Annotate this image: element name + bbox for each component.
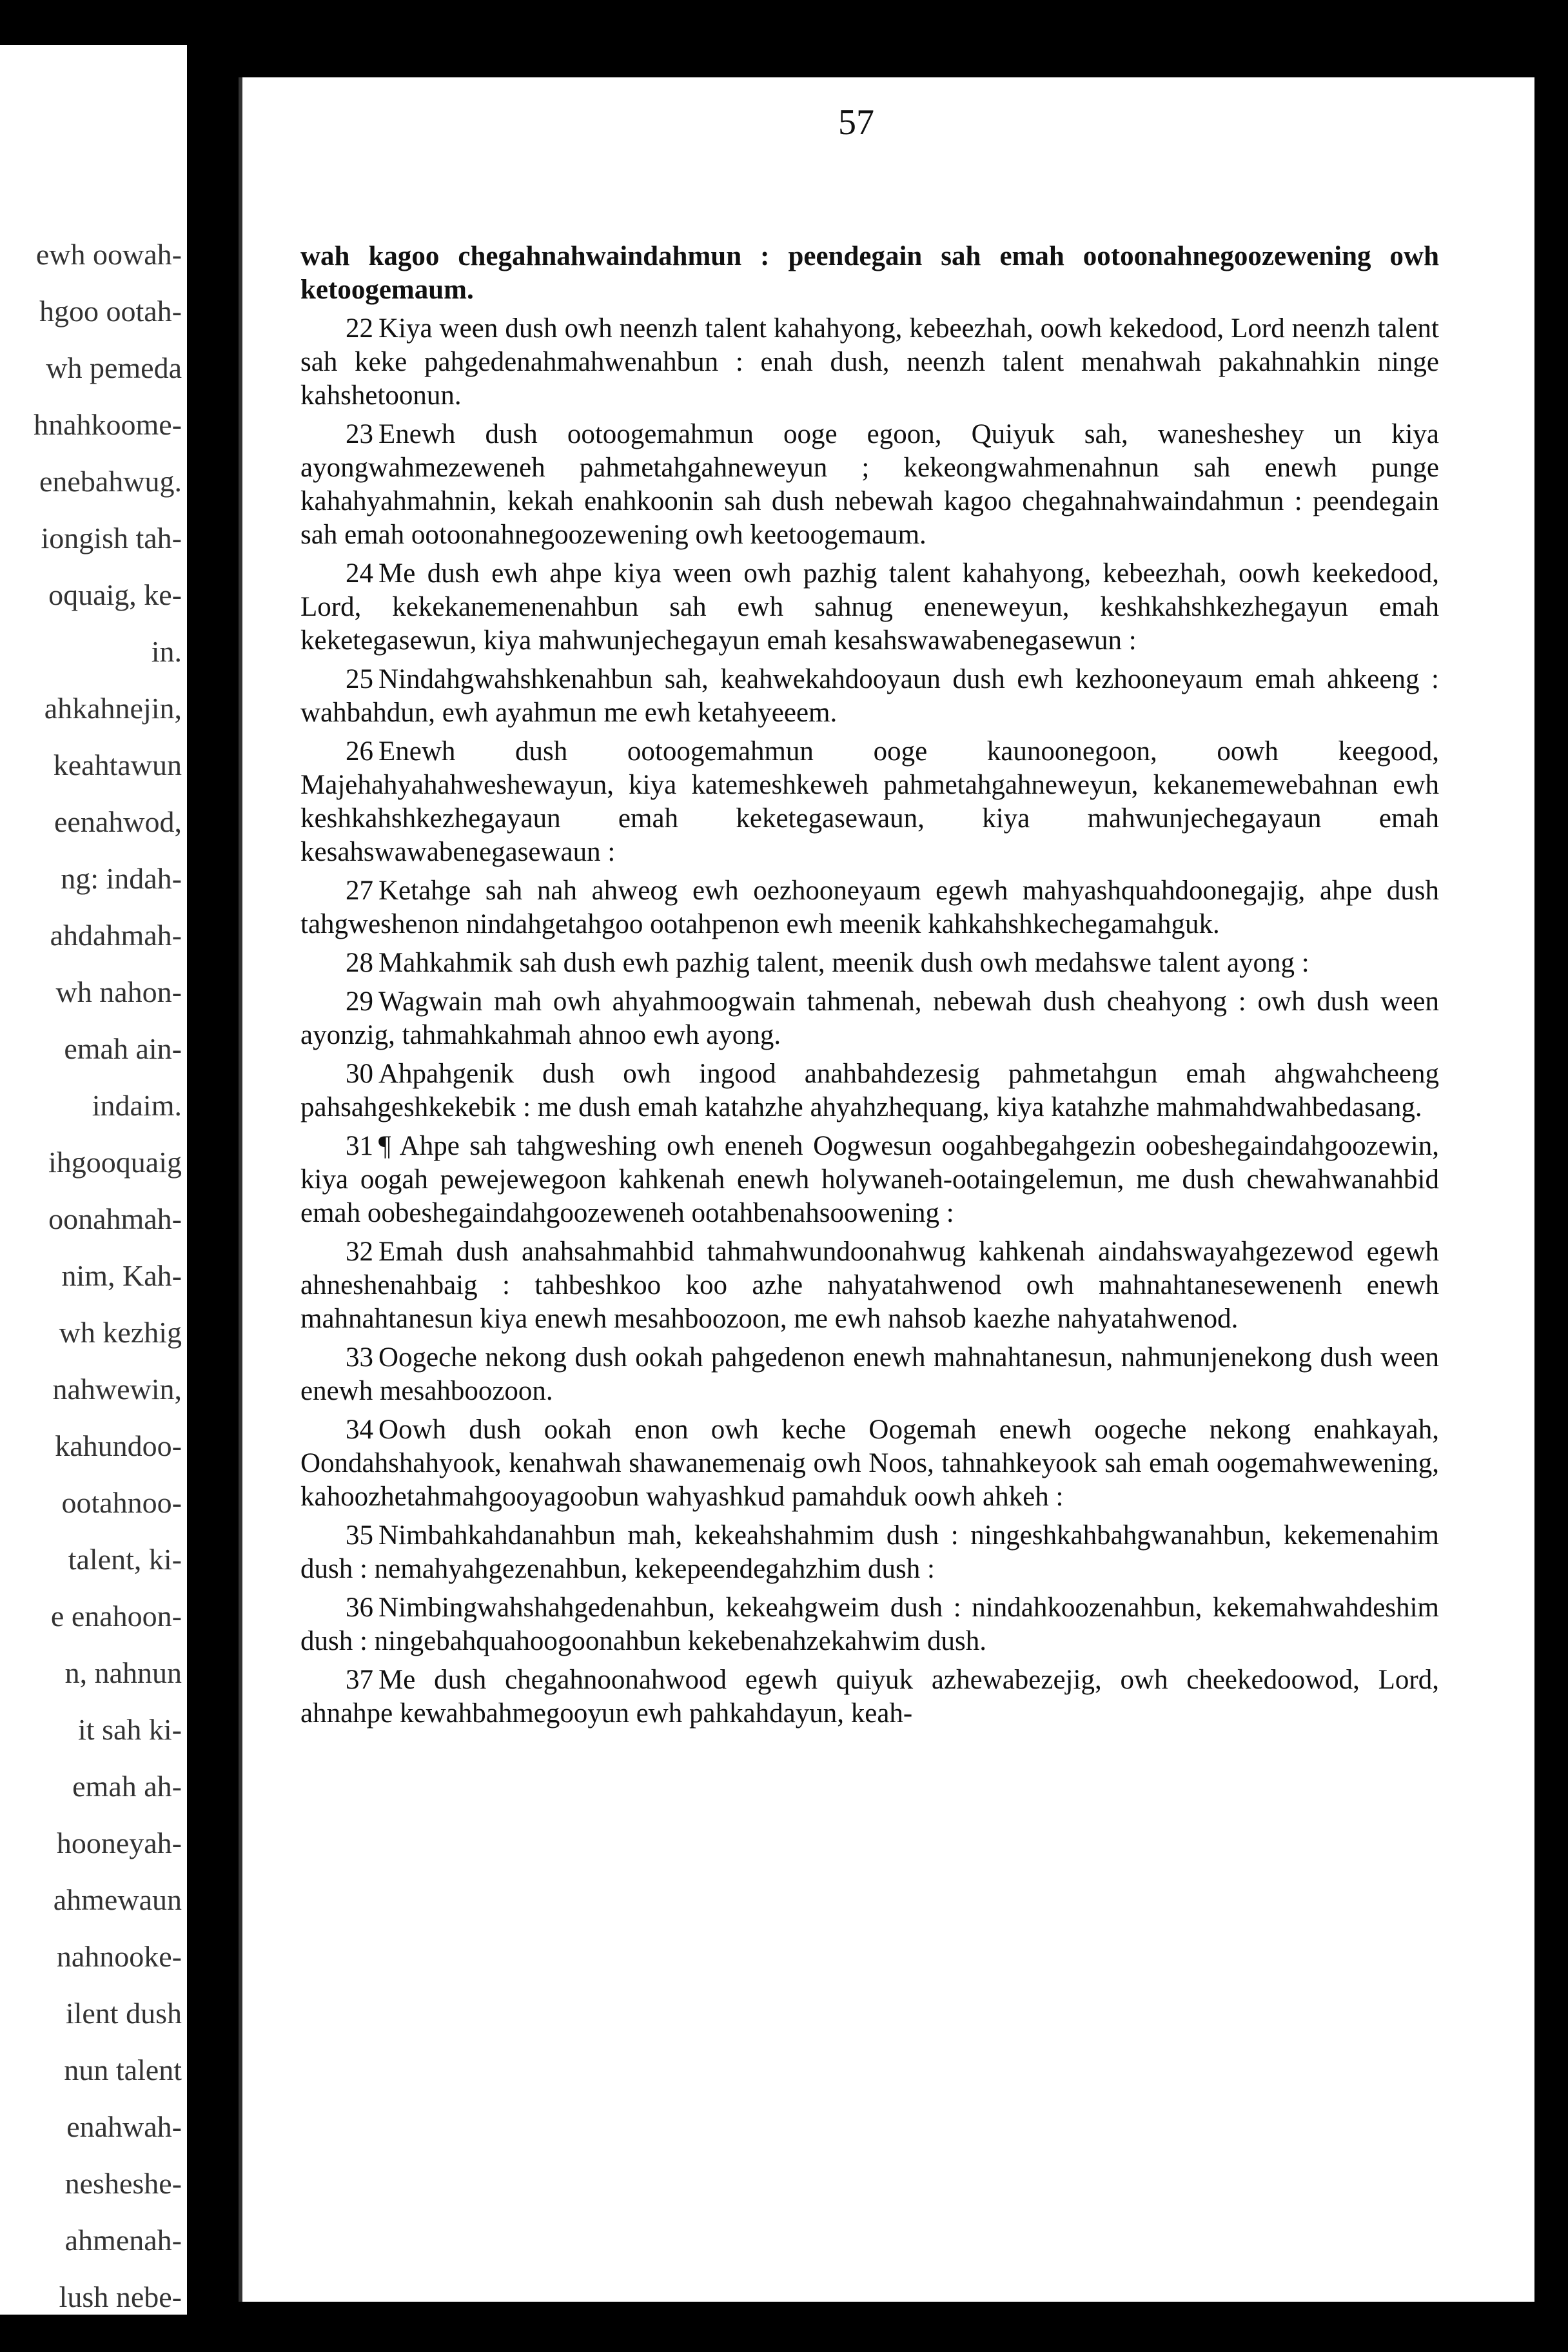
verse-number: 24 [346, 558, 373, 589]
facing-page-line: n, nahnun [64, 1656, 182, 1689]
verse-number: 27 [346, 876, 373, 906]
verse-text: wah kagoo chegahnahwaindahmun : peendegain sah emah ootoonahnegoozewening owh ketoogemaum. [300, 241, 1439, 305]
verse-number: 28 [346, 948, 373, 978]
facing-page-line: keahtawun [53, 749, 182, 781]
facing-page-line: kahundoo- [55, 1429, 182, 1462]
facing-page-line: ahdahmah- [50, 919, 182, 952]
facing-page-line: enebahwug. [39, 465, 182, 498]
verse-paragraph [300, 1130, 1439, 1230]
verse-paragraph [300, 1413, 1439, 1514]
facing-page-line: hgoo ootah- [39, 295, 182, 328]
facing-page-line: nahnooke- [56, 1940, 182, 1973]
verse-text: Wagwain mah owh ahyahmoogwain tahmenah, nebewah dush cheahyong : owh dush ween ayonzig, tahmahkahmah ahnoo ewh ayong. [300, 986, 1439, 1050]
facing-page-line: iongish tah- [41, 522, 182, 554]
facing-page-line: nim, Kah- [61, 1259, 182, 1292]
verse-number: 31 [346, 1131, 373, 1161]
facing-page-line: it sah ki- [78, 1713, 182, 1746]
book-gutter [187, 0, 239, 2352]
verse-paragraph [300, 1519, 1439, 1586]
verse-paragraph [300, 874, 1439, 941]
verse-text: Kiya ween dush owh neenzh talent kahahyong, kebeezhah, oowh kekedood, Lord neenzh talent sah keke pahgedenahmahwenahbun : enah dush, neenzh talent menahwah pakahnahkin ninge kahshetoonun. [300, 313, 1439, 411]
verse-text: ¶ Ahpe sah tahgweshing owh eneneh Oogwesun oogahbegahgezin oobeshegaindahgoozewin, kiya oogah pewejewegoon kahkenah enewh holywaneh-ootaingelemun, me dush chewahwanahbid emah oobeshegaindahgoozeweneh ootahbenahsoowening : [300, 1131, 1439, 1228]
verse-text: Nindahgwahshkenahbun sah, keahwekahdooyaun dush ewh kezhooneyaum emah ahkeeng : wahbahdun, ewh ayahmun me ewh ketahyeeem. [300, 664, 1439, 728]
verse-paragraph [300, 985, 1439, 1052]
facing-page-line: ahkahnejin, [44, 692, 182, 725]
verse-number: 22 [346, 313, 373, 344]
verse-paragraph [300, 312, 1439, 413]
facing-page-line: ng: indah- [61, 862, 182, 895]
facing-page-line: ilent dush [65, 1997, 182, 2030]
facing-page-line: oonahmah- [48, 1202, 182, 1235]
facing-page-line: wh pemeda [46, 351, 182, 384]
verse-number: 26 [346, 736, 373, 767]
verse-text: Ketahge sah nah ahweog ewh oezhooneyaum egewh mahyashquahdoonegajig, ahpe dush tahgweshenon nindahgetahgoo ootahpenon ewh meenik kahkahshkechegamahguk. [300, 876, 1439, 939]
page-number: 57 [838, 103, 874, 142]
verse-number: 35 [346, 1520, 373, 1551]
facing-page-line: enahwah- [66, 2110, 182, 2143]
facing-page-line: oquaig, ke- [48, 578, 182, 611]
page-body-text [300, 240, 1439, 1736]
facing-page-line: in. [151, 635, 182, 668]
facing-page-line: hnahkoome- [34, 408, 182, 441]
facing-page-line: hooneyah- [56, 1827, 182, 1859]
verse-number: 33 [346, 1342, 373, 1373]
verse-text: Enewh dush ootoogemahmun ooge egoon, Quiyuk sah, wanesheshey un kiya ayongwahmezeweneh pahmetahgahneweyun ; kekeongwahmenahnun sah enewh punge kahahyahmahnin, kekah enahkoonin sah dush nebewah kagoo chegahnahwaindahmun : peendegain sah emah ootoonahnegoozewening owh keetoogemaum. [300, 419, 1439, 550]
verse-text: Nimbingwahshahgedenahbun, kekeahgweim dush : nindahkoozenahbun, kekemahwahdeshim dush : ningebahquahoogoonahbun kekebenahzekahwim dush. [300, 1592, 1439, 1656]
verse-paragraph [300, 557, 1439, 658]
facing-page-line: lush nebe- [59, 2280, 182, 2313]
facing-page-line: wh kezhig [59, 1316, 182, 1349]
verse-text: Ahpahgenik dush owh ingood anahbahdezesig pahmetahgun emah ahgwahcheeng pahsahgeshkekebik : me dush emah katahzhe ahyahzhequang, kiya katahzhe mahmahdwahbedasang. [300, 1059, 1439, 1122]
verse-number: 37 [346, 1665, 373, 1695]
scan-border-right [1534, 0, 1568, 2352]
facing-page-line: nesheshe- [64, 2167, 182, 2200]
verse-number: 34 [346, 1415, 373, 1445]
verse-number: 36 [346, 1592, 373, 1623]
facing-page-line: ewh oowah- [35, 238, 182, 271]
verse-text: Oowh dush ookah enon owh keche Oogemah enewh oogeche nekong enahkayah, Oondahshahyook, kenahwah shawanemenaig owh Noos, tahnahkeyook sah emah oogemahwewening, kahoozhetahmahgooyagoobun wahyashkud pamahduk oowh ahkeh : [300, 1415, 1439, 1512]
verse-number: 30 [346, 1059, 373, 1089]
continued-paragraph [300, 240, 1439, 307]
verse-text: Emah dush anahsahmahbid tahmahwundoonahwug kahkenah aindahswayahgezewod egewh ahneshenahbaig : tahbeshkoo koo azhe nahyatahwenod owh mahnahtanesewenenh enewh mahnahtanesun kiya enewh mesahboozoon, me ewh nahsob kaezhe nahyatahwenod. [300, 1237, 1439, 1334]
facing-page-line: ootahnoo- [61, 1486, 182, 1519]
facing-page-line: talent, ki- [68, 1543, 182, 1576]
facing-page-line: indaim. [92, 1089, 182, 1122]
verse-paragraph [300, 1057, 1439, 1124]
verse-paragraph [300, 1663, 1439, 1730]
verse-number: 23 [346, 419, 373, 449]
verse-text: Me dush chegahnoonahwood egewh quiyuk azhewabezejig, owh cheekedoowod, Lord, ahnahpe kewahbahmegooyun ewh pahkahdayun, keah- [300, 1665, 1439, 1729]
facing-page-line: wh nahon- [55, 975, 182, 1008]
facing-page-line: ihgooquaig [48, 1146, 182, 1179]
facing-page-line: ahmenah- [64, 2224, 182, 2257]
verse-text: Me dush ewh ahpe kiya ween owh pazhig talent kahahyong, kebeezhah, oowh keekedood, Lord, kekekanemenenahbun sah ewh sahnug eneneweyun, keshkahshkezhegayun emah keketegasewun, kiya mahwunjechegayun emah kesahswawabenegasewun : [300, 558, 1439, 656]
verse-text: Enewh dush ootoogemahmun ooge kaunoonegoon, oowh keegood, Majehahyahahweshewayun, kiya katemeshkeweh pahmetahgahneweyun, kekanemewebahnan ewh keshkahshkezhegayaun emah keketegasewaun, kiya mahwunjechegayaun emah kesahswawabenegasewaun : [300, 736, 1439, 867]
verse-text: Mahkahmik sah dush ewh pazhig talent, meenik dush owh medahswe talent ayong : [378, 948, 1309, 978]
facing-page-line: nun talent [64, 2053, 182, 2086]
verse-paragraph [300, 663, 1439, 730]
verse-paragraph [300, 735, 1439, 869]
verse-text: Oogeche nekong dush ookah pahgedenon enewh mahnahtanesun, nahmunjenekong dush ween enewh mesahboozoon. [300, 1342, 1439, 1406]
verse-number: 25 [346, 664, 373, 694]
facing-page-line: eenahwod, [54, 805, 182, 838]
facing-page-line: nahwewin, [52, 1373, 182, 1406]
verse-paragraph [300, 418, 1439, 552]
facing-page-line: ahmewaun [53, 1883, 182, 1916]
verse-text: Nimbahkahdanahbun mah, kekeahshahmim dush : ningeshkahbahgwanahbun, kekemenahim dush : nemahyahgezenahbun, kekepeendegahzhim dush : [300, 1520, 1439, 1584]
facing-page-fragment [0, 45, 187, 2315]
verse-number: 32 [346, 1237, 373, 1267]
facing-page-line: emah ain- [64, 1032, 182, 1065]
verse-paragraph [300, 1235, 1439, 1336]
verse-paragraph [300, 1591, 1439, 1658]
verse-paragraph [300, 1341, 1439, 1408]
verse-number: 29 [346, 986, 373, 1017]
verse-paragraph [300, 946, 1439, 980]
facing-page-line: emah ah- [72, 1770, 182, 1803]
facing-page-line: e enahoon- [50, 1600, 182, 1632]
scan-border-bottom [0, 2315, 1568, 2352]
